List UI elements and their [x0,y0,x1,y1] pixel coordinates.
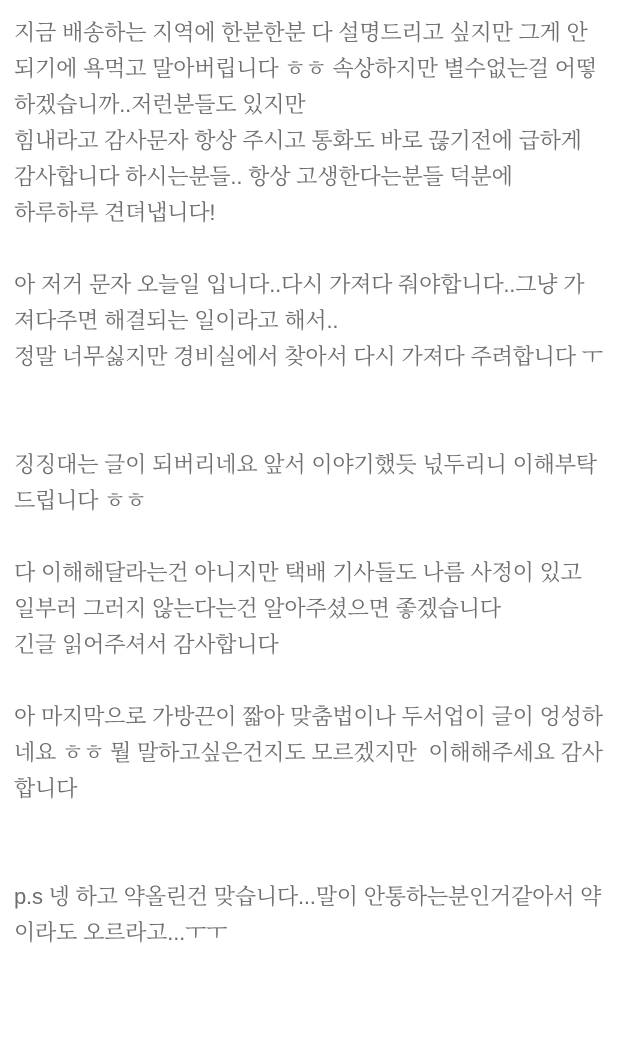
text-line: 져다주면 해결되는 일이라고 해서.. [14,308,339,333]
text-line: 일부러 그러지 않는다는건 알아주셨으면 좋겠습니다 [14,596,501,621]
text-line: p.s 넹 하고 약올린건 맞습니다...말이 안통하는분인거같아서 약 [14,884,602,909]
text-line: 정말 너무싫지만 경비실에서 찾아서 다시 가져다 주려합니다 ㅜ [14,344,603,369]
text-line: 합니다 [14,776,78,801]
text-line-blank [14,663,628,699]
text-line: 아 저거 문자 오늘일 입니다..다시 가져다 줘야합니다..그냥 가 [14,272,585,297]
text-line: 징징대는 글이 되버리네요 앞서 이야기했듯 넋두리니 이해부탁 [14,452,597,477]
text-line-blank [14,519,628,555]
text-line: 드립니다 ㅎㅎ [14,488,147,513]
text-line: 다 이해해달라는건 아니지만 택배 기사들도 나름 사정이 있고 [14,560,582,585]
text-line: 힘내라고 감사문자 항상 주시고 통화도 바로 끊기전에 급하게 [14,128,582,153]
text-line: 긴글 읽어주셔서 감사합니다 [14,632,279,657]
text-line-blank [14,843,628,879]
text-line: 아 마지막으로 가방끈이 짧아 맞춤법이나 두서업이 글이 엉성하 [14,704,603,729]
text-line: 감사합니다 하시는분들.. 항상 고생한다는분들 덕분에 [14,164,513,189]
text-line: 네요 ㅎㅎ 뭘 말하고싶은건지도 모르겠지만 이해해주세요 감사 [14,740,603,765]
text-line: 되기에 욕먹고 말아버립니다 ㅎㅎ 속상하지만 별수없는걸 어떻 [14,56,597,81]
text-line: 지금 배송하는 지역에 한분한분 다 설명드리고 싶지만 그게 안 [14,20,588,45]
text-line: 하겠습니까..저런분들도 있지만 [14,92,306,117]
text-line-blank [14,231,628,267]
text-line-blank [14,807,628,843]
text-line-blank [14,375,628,411]
text-line-blank [14,411,628,447]
text-line: 이라도 오르라고...ㅜㅜ [14,920,228,945]
text-line: 하루하루 견뎌냅니다! [14,200,216,225]
